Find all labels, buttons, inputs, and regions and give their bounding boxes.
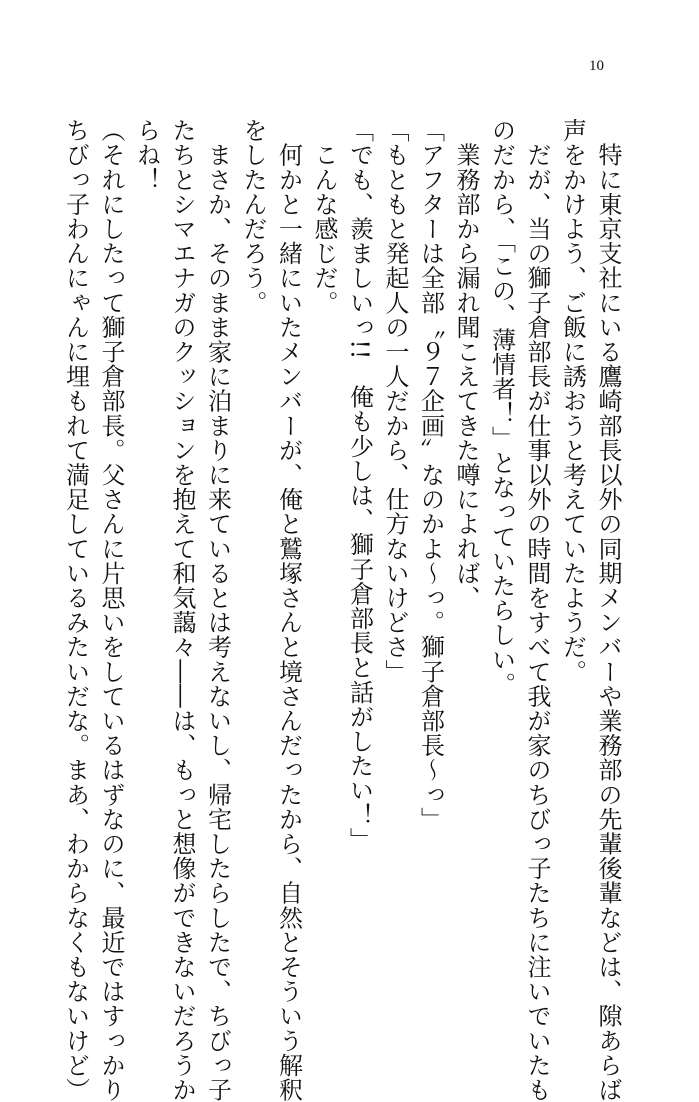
text-line: だが、当の獅子倉部長が仕事以外の時間をすべて我が家のちびっ子たちに注いでいたも [523, 118, 551, 1102]
text-line: をしたんだろう。 [239, 118, 267, 315]
text-line: 「もともと発起人の一人だから、仕方ないけどさ」 [381, 118, 409, 684]
text-line: 「でも、羨ましいっ!! 俺も少しは、獅子倉部長と話がしたい！」 [345, 118, 374, 852]
page-number: 10 [589, 58, 604, 74]
text-line: 何かと一緒にいたメンバーが、俺と鷲塚さんと境さんだったから、自然とそういう解釈 [274, 118, 303, 1102]
vertical-text-body [57, 118, 625, 1102]
text-line: （それにしたって獅子倉部長。父さんに片思いをしているはずなのに、最近ではすっかり [97, 118, 125, 1102]
text-line: 「アフターは全部〝９７企画〟なのかよ〜っ。獅子倉部長〜っ」 [416, 118, 445, 832]
text-line: ちびっ子わんにゃんに埋もれて満足しているみたいだな。まあ、わからなくもないけど） [61, 118, 90, 1102]
text-line: たちとシマエナガのクッションを抱えて和気藹々――は、もっと想像ができないだろうか [168, 118, 196, 1102]
text-line: まさか、そのまま家に泊まりに来ているとは考えないし、帰宅したらしたで、ちびっ子 [203, 118, 232, 1102]
text-line: のだから、「この、薄情者！」となっていたらしい。 [487, 118, 516, 697]
text-line: こんな感じだ。 [310, 118, 338, 315]
text-line: 業務部から漏れ聞こえてきた噂によれば、 [452, 118, 480, 610]
text-line: 特に東京支社にいる鷹崎部長以外の同期メンバーや業務部の先輩後輩などは、隙あらば [594, 118, 622, 1102]
text-line: 声をかけよう、ご飯に誘おうと考えていたようだ。 [558, 118, 587, 684]
text-line: らね！ [132, 118, 161, 192]
